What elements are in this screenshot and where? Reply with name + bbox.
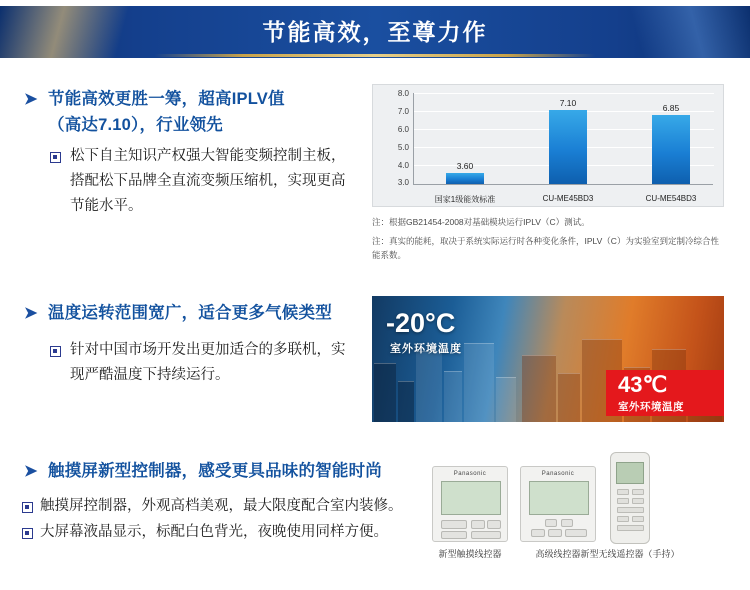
remote-screen bbox=[616, 462, 644, 484]
remote-button bbox=[617, 507, 644, 513]
y-tick-4: 4.0 bbox=[397, 161, 409, 170]
remote-button bbox=[632, 516, 644, 522]
remote-button bbox=[632, 489, 644, 495]
remote-button bbox=[632, 498, 644, 504]
banner-underline bbox=[155, 54, 595, 57]
chart-note-2: 注：真实的能耗，取决于系统实际运行时各种变化条件，IPLV（C）为实验室到定制冷综合性能系数。 bbox=[372, 236, 719, 260]
chart-plot-area bbox=[397, 89, 713, 204]
section-3-body-1: 触摸屏控制器，外观高档美观，最大限度配合室内装修。 bbox=[40, 498, 403, 514]
building-shape bbox=[374, 363, 396, 422]
remote-button bbox=[617, 525, 644, 531]
section-2-arrow-icon: ➤ bbox=[24, 305, 38, 322]
controller-button bbox=[487, 520, 501, 529]
building-shape bbox=[496, 377, 516, 422]
bar-0 bbox=[446, 173, 484, 184]
controller-1-caption: 新型触摸线控器 bbox=[438, 549, 502, 559]
y-tick-2: 6.0 bbox=[397, 125, 409, 134]
section-2-heading: 温度运转范围宽广，适合更多气候类型 bbox=[48, 304, 332, 322]
controller-button bbox=[548, 529, 562, 537]
x-tick-1: CU-ME45BD3 bbox=[542, 194, 594, 203]
y-tick-3: 5.0 bbox=[397, 143, 409, 152]
controller-3-caption: 新型无线遥控器（手持） bbox=[580, 549, 680, 559]
y-tick-0: 8.0 bbox=[397, 89, 409, 98]
remote-button bbox=[617, 516, 629, 522]
controller-screen bbox=[441, 481, 501, 515]
building-shape bbox=[444, 371, 462, 422]
controller-button bbox=[471, 520, 485, 529]
controller-button bbox=[441, 520, 467, 529]
building-shape bbox=[558, 373, 580, 422]
high-temperature-caption: 室外环境温度 bbox=[618, 401, 684, 413]
chart-note-1: 注：根据GB21454-2008对基础模块运行IPLV（C）测试。 bbox=[372, 217, 590, 227]
controller-button bbox=[441, 531, 467, 539]
controller-button bbox=[565, 529, 587, 537]
header-banner bbox=[0, 6, 750, 58]
bar-value-1: 7.10 bbox=[559, 98, 577, 108]
controller-2-caption: 高级线控器 bbox=[535, 549, 581, 559]
bar-value-0: 3.60 bbox=[456, 161, 474, 171]
section-2-bullet-icon bbox=[50, 346, 61, 357]
temperature-range-image bbox=[372, 296, 724, 422]
advanced-controller-image bbox=[520, 466, 596, 542]
x-tick-0: 国家1级能效标准 bbox=[434, 195, 496, 204]
building-shape bbox=[522, 355, 556, 422]
section-3-bullet-2-icon bbox=[22, 528, 33, 539]
controller-button bbox=[531, 529, 545, 537]
bar-1 bbox=[549, 110, 587, 184]
remote-button bbox=[617, 498, 629, 504]
low-temperature-caption: 室外环境温度 bbox=[390, 343, 462, 355]
section-3-arrow-icon: ➤ bbox=[24, 463, 38, 480]
controller-button bbox=[545, 519, 557, 527]
bar-value-2: 6.85 bbox=[662, 103, 680, 113]
bar-2 bbox=[652, 115, 690, 184]
section-3-body-2: 大屏幕液晶显示，标配白色背光，夜晚使用同样方便。 bbox=[40, 524, 388, 540]
controller-brand-label: Panasonic bbox=[453, 471, 487, 477]
low-temperature-value: -20°C bbox=[386, 308, 456, 338]
x-tick-2: CU-ME54BD3 bbox=[645, 194, 697, 203]
remote-button bbox=[617, 489, 629, 495]
controller-screen-2 bbox=[529, 481, 589, 515]
building-shape bbox=[464, 343, 494, 422]
section-3-heading: 触摸屏新型控制器，感受更具品味的智能时尚 bbox=[48, 462, 382, 480]
controller-brand-label-2: Panasonic bbox=[541, 471, 575, 477]
page-title: 节能高效，至尊力作 bbox=[262, 19, 488, 45]
building-shape bbox=[398, 381, 414, 422]
section-1-arrow-icon: ➤ bbox=[24, 91, 38, 108]
y-tick-1: 7.0 bbox=[397, 107, 409, 116]
section-3-bullet-1-icon bbox=[22, 502, 33, 513]
iplv-bar-chart bbox=[372, 84, 724, 207]
section-1-body: 松下自主知识产权强大智能变频控制主板，搭配松下品牌全直流变频压缩机，实现更高节能水平。 bbox=[70, 148, 346, 214]
section-1-heading-line2: （高达7.10），行业领先 bbox=[48, 116, 223, 134]
building-shape bbox=[416, 351, 442, 422]
y-tick-5: 3.0 bbox=[397, 178, 409, 187]
section-1-heading-line1: 节能高效更胜一筹，超高IPLV值 bbox=[48, 90, 285, 108]
high-temperature-badge bbox=[606, 370, 724, 416]
gridline bbox=[414, 93, 714, 94]
controller-button bbox=[471, 531, 501, 539]
touch-controller-image bbox=[432, 466, 508, 542]
wireless-remote-image bbox=[610, 452, 650, 544]
high-temperature-value: 43℃ bbox=[618, 372, 668, 397]
section-1-bullet-icon bbox=[50, 152, 61, 163]
section-2-body: 针对中国市场开发出更加适合的多联机，实现严酷温度下持续运行。 bbox=[70, 342, 346, 383]
controller-button bbox=[561, 519, 573, 527]
